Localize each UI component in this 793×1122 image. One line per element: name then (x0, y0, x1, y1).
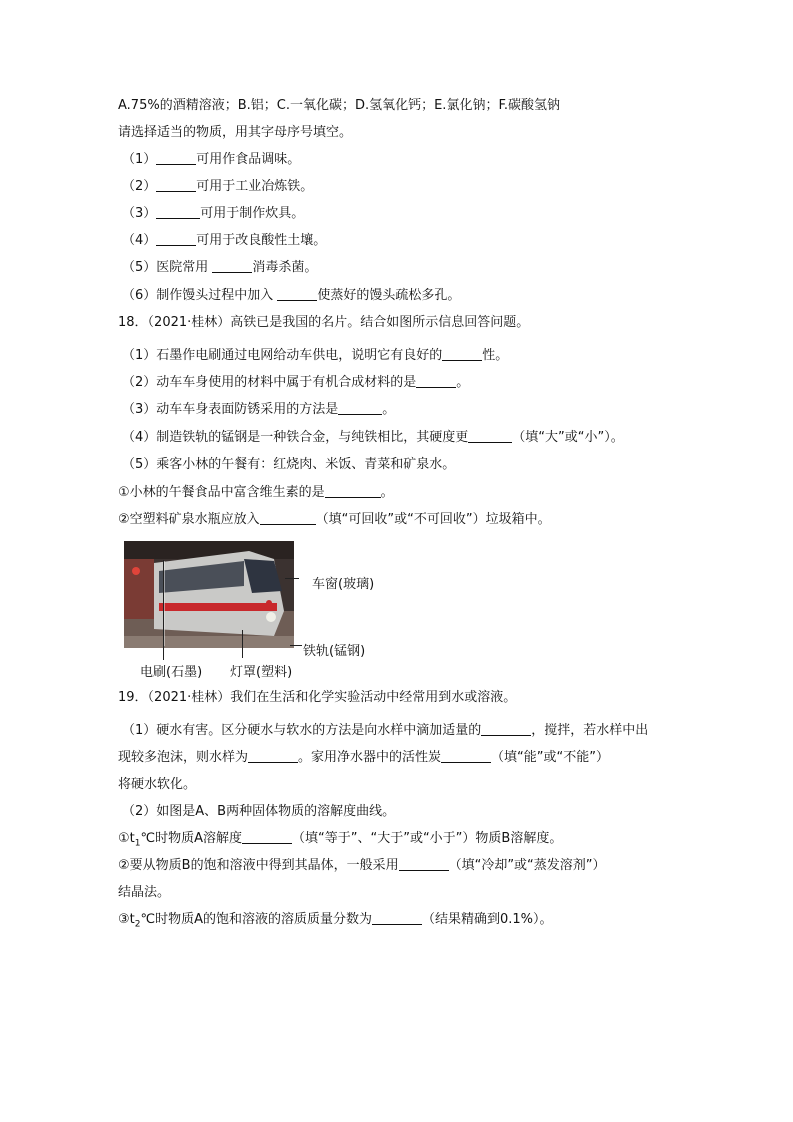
q17-item-2 (122, 179, 313, 195)
answer-blank[interactable] (242, 831, 292, 844)
label-lamp: 灯罩(塑料) (230, 665, 293, 680)
answer-blank[interactable] (468, 430, 512, 443)
item-text: 消毒杀菌。 (252, 260, 318, 275)
leader-lamp (242, 630, 243, 658)
answer-blank[interactable] (248, 750, 298, 763)
q18-l2a: （2）动车车身使用的材料中属于有机合成材料的是 (122, 375, 417, 390)
q18-l3a: （3）动车车身表面防锈采用的方法是 (122, 402, 339, 417)
q19-l6a: ②要从物质B的饱和溶液中得到其晶体，一般采用 (118, 858, 399, 873)
q18-l6a: ①小林的午餐食品中富含维生素的是 (118, 485, 325, 500)
answer-blank[interactable] (441, 750, 491, 763)
item-number: （5）医院常用 (122, 260, 213, 275)
answer-blank[interactable] (156, 152, 196, 165)
q19-line-5 (118, 831, 562, 852)
item-number: （6）制作馒头过程中加入 (122, 288, 278, 303)
q18-line-4 (122, 430, 624, 446)
answer-blank[interactable] (481, 723, 531, 736)
q19-line-4: （2）如图是A、B两种固体物质的溶解度曲线。 (122, 804, 396, 819)
q19-l2a: 现较多泡沫，则水样为 (118, 750, 249, 765)
q18-line-1 (122, 348, 508, 364)
answer-blank[interactable] (399, 858, 449, 871)
q19-l1b: ，搅拌，若水样中出 (531, 723, 649, 738)
leader-rail (290, 645, 302, 646)
answer-blank[interactable] (212, 260, 252, 273)
answer-blank[interactable] (442, 348, 482, 361)
label-window: 车窗(玻璃) (312, 577, 375, 592)
item-text: 可用作食品调味。 (196, 152, 301, 167)
answer-blank[interactable] (156, 233, 196, 246)
q18-l4a: （4）制造铁轨的锰钢是一种铁合金，与纯铁相比，其硬度更 (122, 430, 469, 445)
q19-l8pre: ③t (118, 912, 135, 927)
item-number: （1） (122, 152, 157, 167)
label-brush: 电刷(石墨) (140, 665, 203, 680)
q17-item-3 (122, 206, 304, 222)
q19-line-3: 将硬水软化。 (118, 777, 197, 792)
answer-blank[interactable] (416, 375, 456, 388)
q17-item-1 (122, 152, 300, 168)
q17-item-5 (122, 260, 317, 276)
answer-blank[interactable] (156, 179, 196, 192)
q19-l8a: ℃时物质A的饱和溶液的溶质质量分数为 (140, 912, 372, 927)
q19-l5pre: ①t (118, 831, 135, 846)
item-text: 可用于工业冶炼铁。 (196, 179, 314, 194)
q18-l7b: （填“可回收”或“不可回收”）垃圾箱中。 (315, 512, 551, 527)
leader-brush (163, 560, 164, 660)
q18-header: 18．（2021·桂林）高铁已是我国的名片。结合如图所示信息回答问题。 (118, 315, 530, 330)
q18-l3b: 。 (382, 402, 396, 417)
q17-item-4 (122, 233, 326, 249)
item-number: （3） (122, 206, 157, 221)
q18-line-6 (118, 485, 394, 501)
label-rail: 铁轨(锰钢) (303, 644, 366, 659)
answer-blank[interactable] (277, 288, 317, 301)
q19-line-1 (122, 723, 648, 739)
q18-line-2 (122, 375, 469, 391)
q19-l6b: （填“冷却”或“蒸发溶剂”） (448, 858, 606, 873)
q19-l5a: ℃时物质A溶解度 (140, 831, 242, 846)
q17-item-6 (122, 288, 460, 304)
q19-line-6 (118, 858, 606, 874)
q19-l5sub: 1 (134, 838, 141, 849)
q19-line-8 (118, 912, 553, 933)
q18-l1b: 性。 (482, 348, 509, 363)
q19-l1a: （1）硬水有害。区分硬水与软水的方法是向水样中滴加适量的 (122, 723, 482, 738)
q18-l6b: 。 (380, 485, 394, 500)
q19-l2b: 。家用净水器中的活性炭 (298, 750, 442, 765)
item-text: 使蒸好的馒头疏松多孔。 (317, 288, 461, 303)
train-illustration (124, 541, 294, 648)
q19-header: 19．（2021·桂林）我们在生活和化学实验活动中经常用到水或溶液。 (118, 690, 517, 705)
answer-blank[interactable] (372, 912, 422, 925)
leader-window (285, 578, 299, 579)
q17-instruction: 请选择适当的物质，用其字母序号填空。 (118, 125, 353, 140)
q18-line-3 (122, 402, 395, 418)
item-text: 可用于改良酸性土壤。 (196, 233, 327, 248)
q19-l8b: （结果精确到0.1%）。 (422, 912, 553, 927)
answer-blank[interactable] (338, 402, 382, 415)
q18-l2b: 。 (456, 375, 470, 390)
q18-l7a: ②空塑料矿泉水瓶应放入 (118, 512, 260, 527)
q19-l8sub: 2 (134, 919, 141, 930)
answer-blank[interactable] (260, 512, 316, 525)
q18-line-7 (118, 512, 551, 528)
q18-line-5: （5）乘客小林的午餐有：红烧肉、米饭、青菜和矿泉水。 (122, 457, 456, 472)
q18-l1a: （1）石墨作电刷通过电网给动车供电，说明它有良好的 (122, 348, 443, 363)
q19-l5b: （填“等于”、“大于”或“小于”）物质B溶解度。 (292, 831, 563, 846)
q19-l2c: （填“能”或“不能”） (491, 750, 609, 765)
item-number: （2） (122, 179, 157, 194)
q19-line-2 (118, 750, 609, 766)
item-number: （4） (122, 233, 157, 248)
q17-options: A.75%的酒精溶液；B.铝；C.一氧化碳；D.氢氧化钙；E.氯化钠；F.碳酸氢钠 (118, 98, 560, 113)
q19-line-7: 结晶法。 (118, 885, 171, 900)
train-photo (124, 541, 294, 648)
item-text: 可用于制作炊具。 (200, 206, 305, 221)
q18-l4b: （填“大”或“小”）。 (512, 430, 624, 445)
answer-blank[interactable] (325, 485, 381, 498)
answer-blank[interactable] (156, 206, 200, 219)
